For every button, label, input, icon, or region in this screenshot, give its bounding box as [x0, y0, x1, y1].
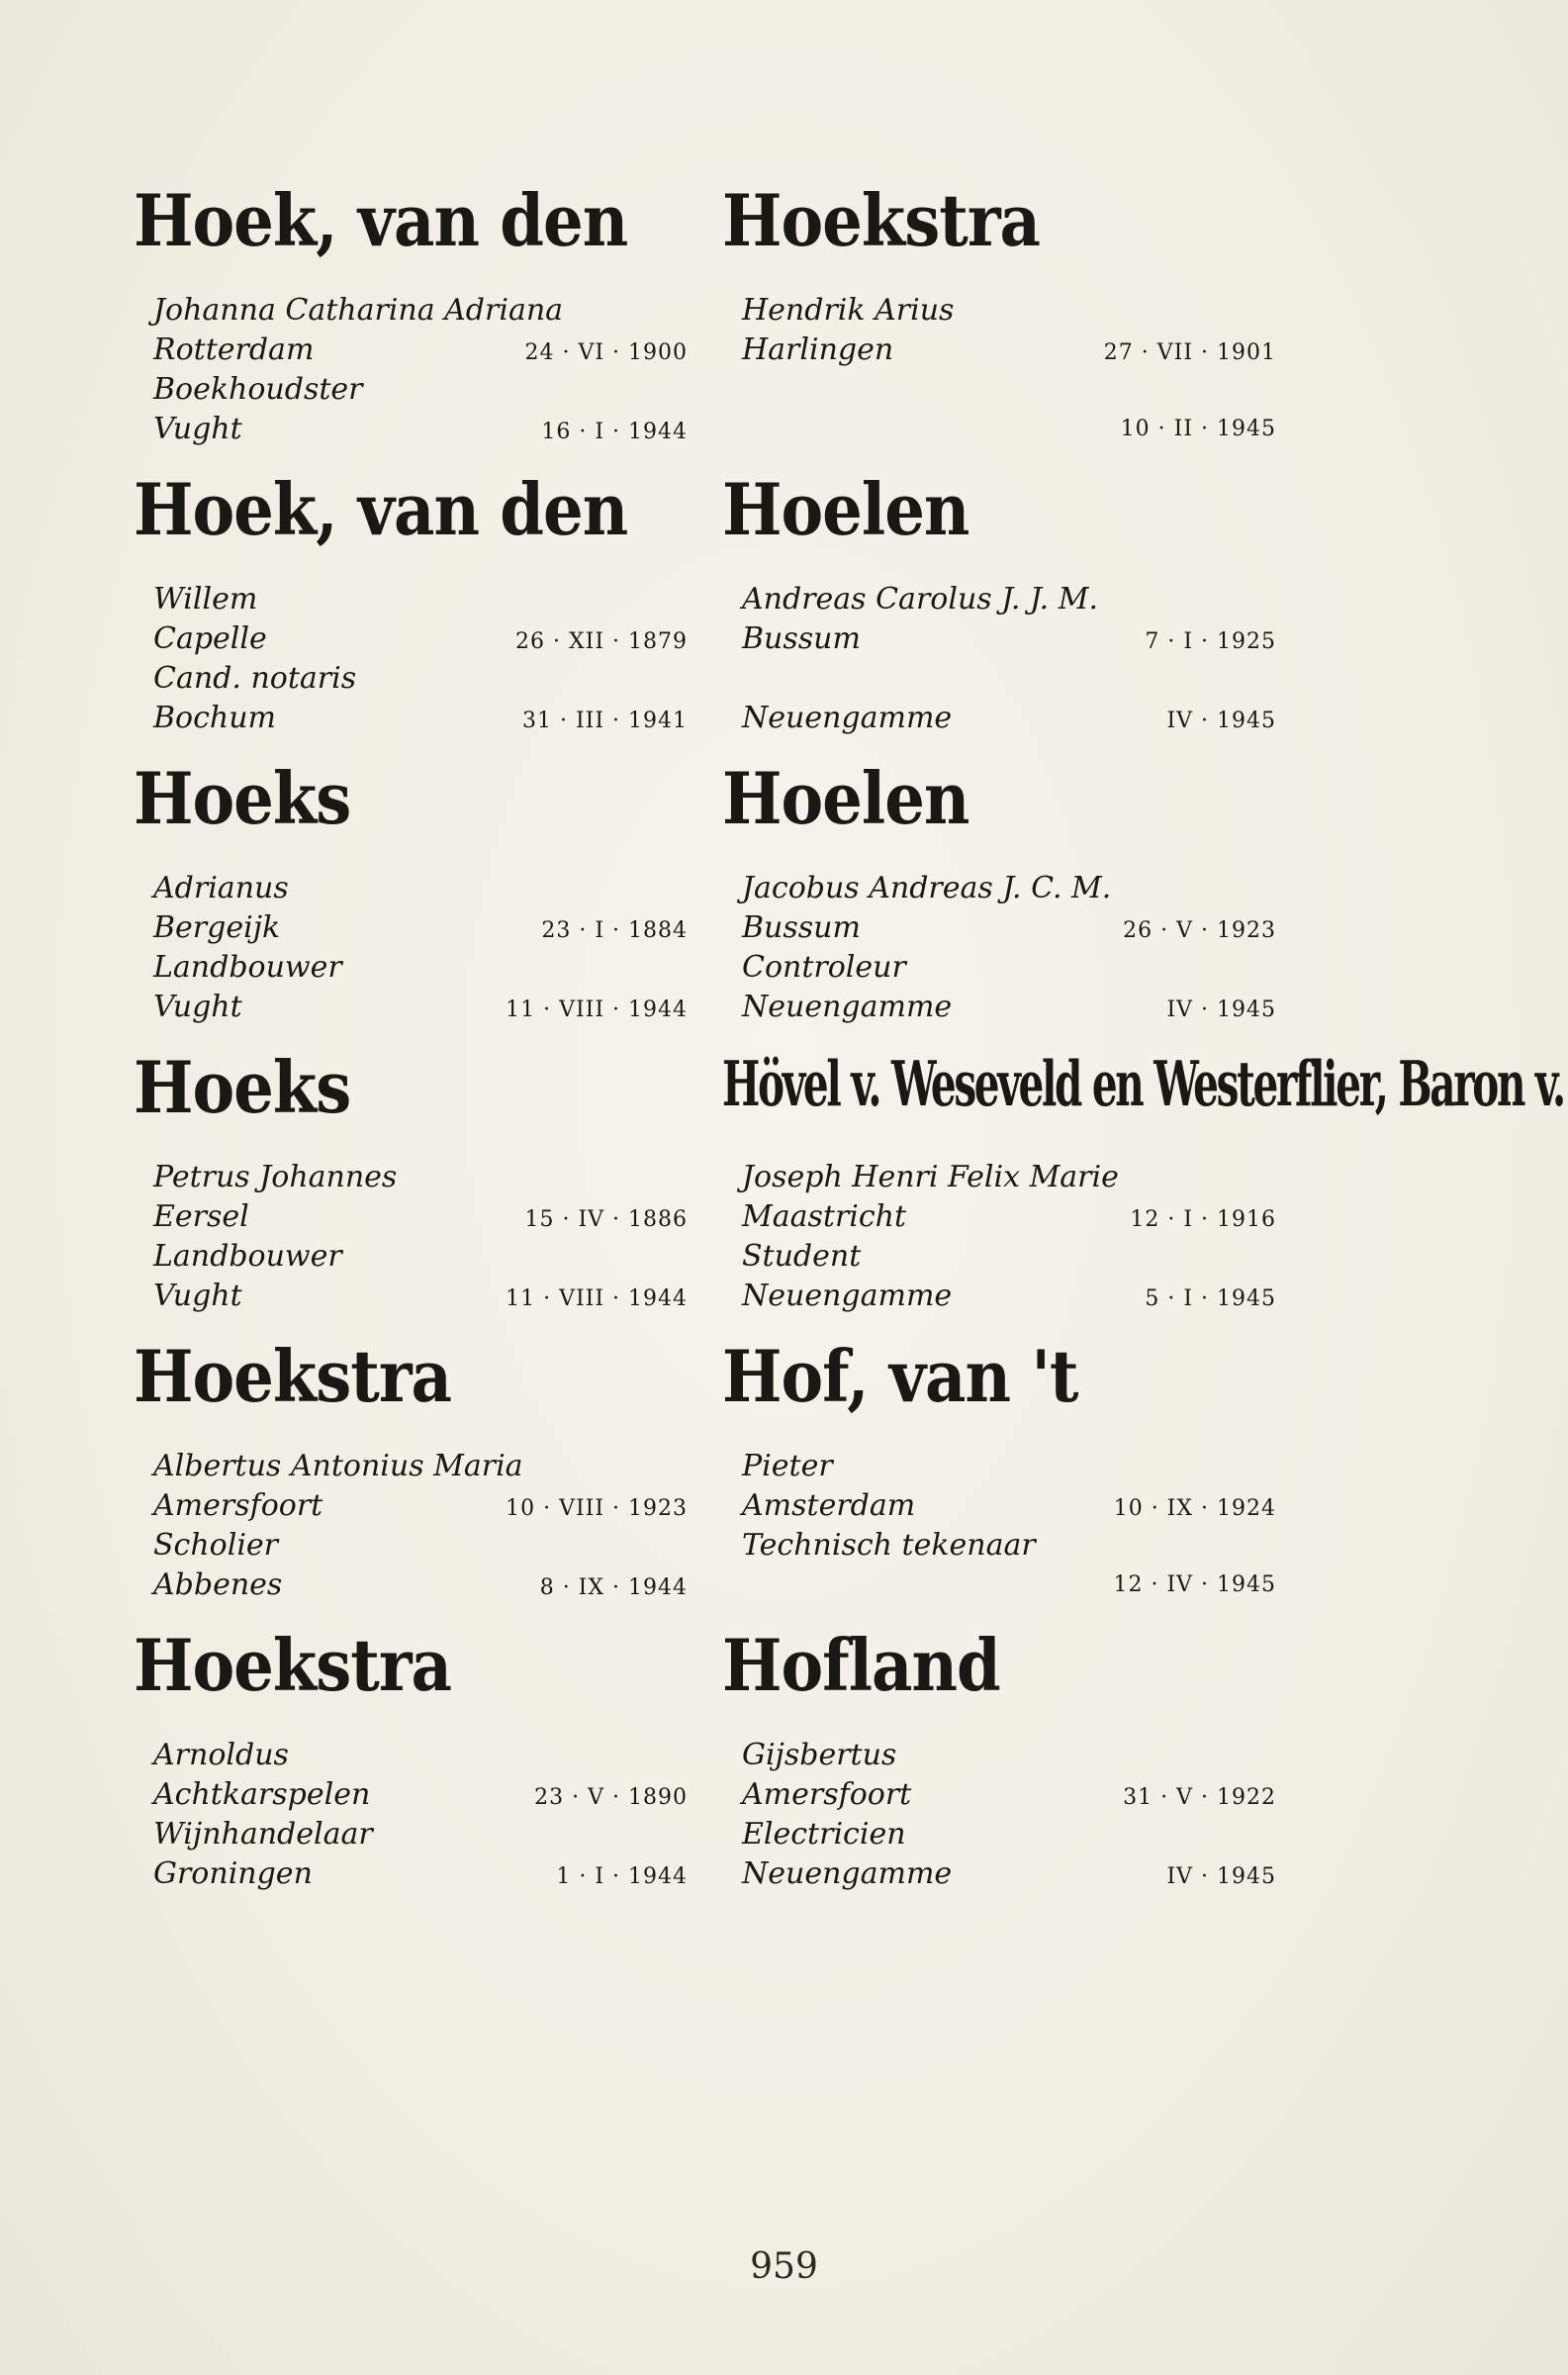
birth-date: 31 · V · 1922	[1123, 1785, 1276, 1810]
death-date: IV · 1945	[1166, 709, 1276, 733]
given-names: Johanna Catharina Adriana	[153, 293, 564, 328]
entry-row	[722, 948, 1296, 988]
birth-date: 26 · V · 1923	[1123, 918, 1276, 943]
birthplace: Bussum	[742, 621, 861, 656]
entry-row	[134, 659, 707, 699]
birth-date: 7 · I · 1925	[1145, 629, 1276, 654]
place-of-death: Bochum	[153, 701, 276, 735]
death-date: 10 · II · 1945	[1120, 417, 1276, 441]
entry-row	[134, 1526, 707, 1566]
entry-details	[722, 291, 1296, 449]
entry-details	[722, 869, 1296, 1027]
birth-date: 24 · VI · 1900	[524, 340, 688, 365]
given-names: Albertus Antonius Maria	[153, 1449, 523, 1483]
entry-row	[722, 659, 1296, 699]
given-names: Petrus Johannes	[153, 1160, 398, 1194]
given-names: Willem	[153, 582, 258, 617]
death-date: 11 · VIII · 1944	[506, 998, 688, 1022]
entry-row	[722, 410, 1296, 449]
entry-row	[134, 619, 707, 659]
entry-row	[134, 291, 707, 331]
entry-row	[722, 1237, 1296, 1277]
entry-row	[134, 699, 707, 738]
entry-surname: Hoek, van den	[134, 468, 628, 552]
birth-date: 23 · V · 1890	[534, 1785, 688, 1810]
entry-row	[134, 1237, 707, 1277]
place-of-death: Neuengamme	[742, 701, 953, 735]
entry-details	[134, 291, 707, 449]
birthplace: Bussum	[742, 910, 861, 945]
occupation: Wijnhandelaar	[153, 1817, 373, 1852]
occupation: Scholier	[153, 1528, 279, 1563]
given-names: Andreas Carolus J. J. M.	[742, 582, 1098, 617]
right-column	[722, 179, 1564, 1922]
entry-row	[722, 1854, 1296, 1894]
entry-details	[722, 1447, 1296, 1605]
entry	[722, 1624, 1296, 1922]
birthplace: Amsterdam	[742, 1488, 916, 1523]
given-names: Arnoldus	[153, 1738, 289, 1772]
entry-row	[134, 410, 707, 449]
occupation: Electricien	[742, 1817, 906, 1852]
entry-row	[722, 1197, 1296, 1237]
occupation: Boekhoudster	[153, 372, 363, 407]
entry-row	[722, 1736, 1296, 1775]
death-date: IV · 1945	[1166, 1864, 1276, 1889]
death-date: 5 · I · 1945	[1145, 1286, 1276, 1311]
death-date: 1 · I · 1944	[556, 1864, 688, 1889]
birth-date: 10 · VIII · 1923	[506, 1496, 688, 1521]
entry-row	[722, 580, 1296, 619]
entry-row	[134, 580, 707, 619]
entry-row	[134, 1854, 707, 1894]
entry-row	[722, 370, 1296, 410]
given-names: Joseph Henri Felix Marie	[742, 1160, 1119, 1194]
entry-details	[134, 1736, 707, 1894]
entry-surname: Hoeks	[134, 757, 351, 841]
entry-row	[134, 1815, 707, 1854]
entry-row	[722, 869, 1296, 908]
entry-surname: Hoeks	[134, 1046, 351, 1130]
birth-date: 15 · IV · 1886	[524, 1207, 688, 1232]
page-number: 959	[750, 2246, 818, 2287]
entry-surname: Hoekstra	[722, 179, 1040, 263]
given-names: Gijsbertus	[742, 1738, 897, 1772]
birth-date: 26 · XII · 1879	[515, 629, 688, 654]
entry-row	[134, 948, 707, 988]
entry-row	[722, 1158, 1296, 1197]
entry	[722, 468, 1296, 766]
birthplace: Amersfoort	[153, 1488, 323, 1523]
entry-row	[134, 988, 707, 1027]
entry-row	[722, 1566, 1296, 1605]
death-date: 16 · I · 1944	[541, 420, 688, 444]
entry	[134, 1624, 707, 1922]
death-date: IV · 1945	[1166, 998, 1276, 1022]
entry	[722, 1048, 1564, 1344]
entry-details	[722, 580, 1296, 738]
entry-details	[134, 1447, 707, 1605]
birthplace: Amersfoort	[742, 1777, 912, 1812]
given-names: Adrianus	[153, 871, 289, 905]
occupation: Technisch tekenaar	[742, 1528, 1036, 1563]
birthplace: Capelle	[153, 621, 267, 656]
birth-date: 23 · I · 1884	[541, 918, 688, 943]
entry-details	[134, 1158, 707, 1316]
entry-surname: Hof, van 't	[722, 1335, 1078, 1419]
death-date: 31 · III · 1941	[521, 709, 688, 733]
entry-surname: Hoekstra	[134, 1624, 451, 1708]
entry-row	[134, 1447, 707, 1486]
occupation: Student	[742, 1239, 862, 1274]
entry-surname: Hoekstra	[134, 1335, 451, 1419]
entry	[722, 1335, 1296, 1633]
birthplace: Achtkarspelen	[153, 1777, 371, 1812]
place-of-death: Abbenes	[153, 1568, 283, 1602]
birthplace: Bergeijk	[153, 910, 281, 945]
entry-row	[722, 699, 1296, 738]
entry-row	[722, 908, 1296, 948]
entry-surname: Hoelen	[722, 757, 969, 841]
place-of-death: Vught	[153, 1279, 242, 1313]
entry-row	[134, 869, 707, 908]
entry-row	[134, 1736, 707, 1775]
birthplace: Rotterdam	[153, 332, 315, 367]
death-date: 11 · VIII · 1944	[506, 1286, 688, 1311]
place-of-death: Neuengamme	[742, 990, 953, 1024]
birth-date: 27 · VII · 1901	[1103, 340, 1276, 365]
entry-row	[134, 1197, 707, 1237]
entry-details	[134, 869, 707, 1027]
birth-date: 10 · IX · 1924	[1113, 1496, 1276, 1521]
occupation: Controleur	[742, 950, 906, 985]
entry-details	[134, 580, 707, 738]
entry-row	[134, 1277, 707, 1316]
entry-surname: Hoek, van den	[134, 179, 628, 263]
entry	[134, 468, 707, 766]
entry	[722, 757, 1296, 1055]
place-of-death: Vught	[153, 412, 242, 446]
entry-row	[134, 1158, 707, 1197]
death-date: 8 · IX · 1944	[539, 1575, 688, 1600]
entry-details	[722, 1736, 1296, 1894]
birth-date: 12 · I · 1916	[1130, 1207, 1276, 1232]
entry-row	[722, 331, 1296, 370]
entry-row	[722, 291, 1296, 331]
entry-surname: Hofland	[722, 1624, 1000, 1708]
entry	[134, 757, 707, 1055]
entry-row	[722, 1486, 1296, 1526]
given-names: Jacobus Andreas J. C. M.	[742, 871, 1112, 905]
given-names: Hendrik Arius	[742, 293, 955, 328]
entry-row	[722, 1815, 1296, 1854]
birthplace: Eersel	[153, 1199, 249, 1234]
entry-row	[722, 1277, 1296, 1316]
occupation: Landbouwer	[153, 950, 342, 985]
birthplace: Maastricht	[742, 1199, 907, 1234]
entry-row	[134, 1486, 707, 1526]
entry-row	[722, 1526, 1296, 1566]
entry-row	[134, 370, 707, 410]
entry-surname: Hoelen	[722, 468, 969, 552]
entry-row	[134, 331, 707, 370]
occupation: Landbouwer	[153, 1239, 342, 1274]
entry-surname: Hövel v. Weseveld en Westerflier, Baron v.	[722, 1048, 1564, 1121]
entry-row	[134, 1566, 707, 1605]
entry	[722, 179, 1296, 477]
place-of-death: Neuengamme	[742, 1856, 953, 1891]
entry-details	[722, 1158, 1296, 1316]
place-of-death: Neuengamme	[742, 1279, 953, 1313]
entry-row	[722, 619, 1296, 659]
place-of-death: Groningen	[153, 1856, 313, 1891]
entry-row	[722, 1447, 1296, 1486]
entry	[134, 1335, 707, 1633]
entry-row	[722, 1775, 1296, 1815]
left-column	[134, 179, 707, 1922]
entry	[134, 1046, 707, 1344]
entry-row	[722, 988, 1296, 1027]
entry-row	[134, 1775, 707, 1815]
place-of-death: Vught	[153, 990, 242, 1024]
birthplace: Harlingen	[742, 332, 894, 367]
entry-row	[134, 908, 707, 948]
entry	[134, 179, 707, 477]
given-names: Pieter	[742, 1449, 833, 1483]
death-date: 12 · IV · 1945	[1113, 1572, 1276, 1597]
occupation: Cand. notaris	[153, 661, 357, 696]
